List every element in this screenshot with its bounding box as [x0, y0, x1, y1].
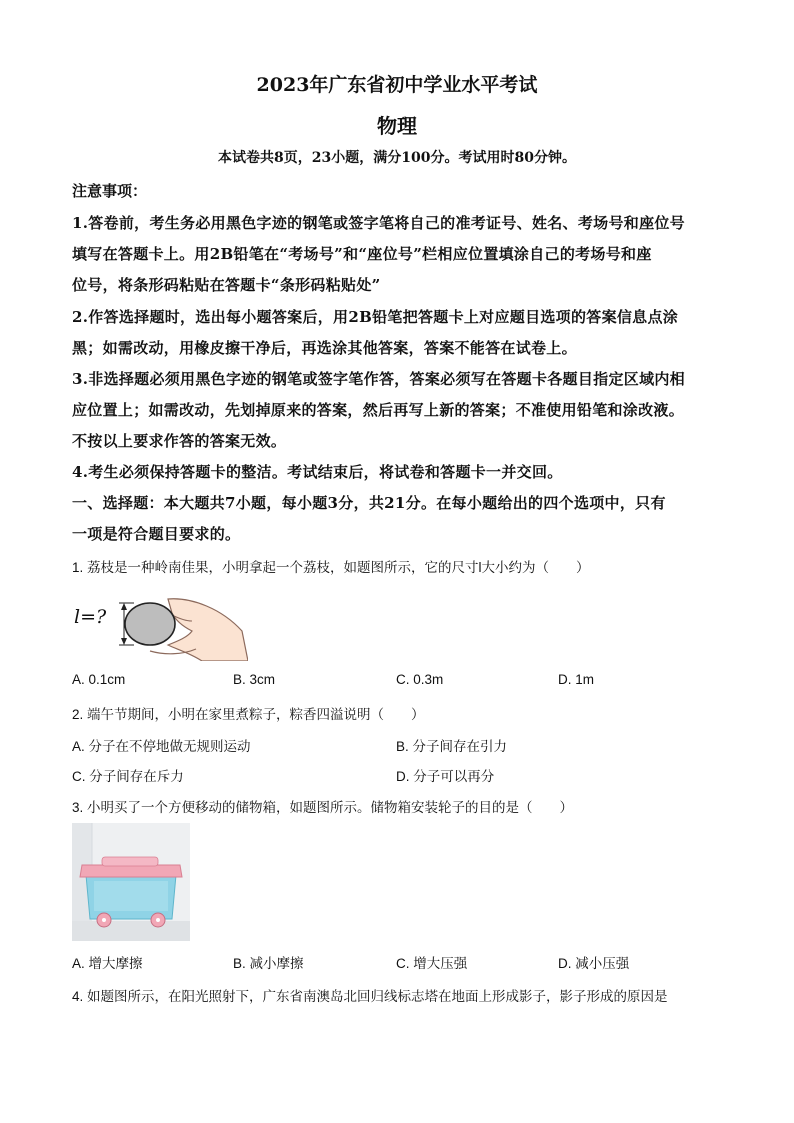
- option-b: B. 减小摩擦: [233, 956, 304, 971]
- option-a: A. 增大摩擦: [72, 956, 143, 971]
- notice-heading: 注意事项：: [72, 182, 148, 200]
- notice-line: 3.非选择题必须用黑色字迹的钢笔或签字笔作答，答案必须写在答题卡各题目指定区域内相: [72, 370, 685, 388]
- option-b: B. 3cm: [233, 672, 276, 687]
- question-3-stem: 3. 小明买了一个方便移动的储物箱，如题图所示。储物箱安装轮子的目的是（ ）: [72, 800, 574, 815]
- section-heading: 一项是符合题目要求的。: [72, 525, 241, 543]
- notice-line: 位号，将条形码粘贴在答题卡“条形码粘贴处”: [72, 276, 381, 294]
- notice-line: 应位置上；如需改动，先划掉原来的答案，然后再写上新的答案；不准使用铅笔和涂改液。: [72, 401, 685, 419]
- notice-line: 填写在答题卡上。用2B铅笔在“考场号”和“座位号”栏相应位置填涂自己的考场号和座: [72, 245, 652, 263]
- question-2-stem: 2. 端午节期间，小明在家里煮粽子，粽香四溢说明（ ）: [72, 707, 425, 722]
- question-1-stem: 1. 荔枝是一种岭南佳果，小明拿起一个荔枝，如题图所示，它的尺寸l大小约为（ ）: [72, 560, 590, 575]
- exam-title: 2023年广东省初中学业水平考试: [256, 74, 538, 96]
- notice-line: 2.作答选择题时，选出每小题答案后，用2B铅笔把答题卡上对应题目选项的答案信息点涂: [72, 308, 679, 326]
- storage-box-photo: [72, 823, 190, 941]
- exam-subject: 物理: [377, 114, 417, 138]
- notice-line: 1.答卷前，考生务必用黑色字迹的钢笔或签字笔将自己的准考证号、姓名、考场号和座位号: [72, 214, 685, 232]
- notice-line: 黑；如需改动，用橡皮擦干净后，再选涂其他答案，答案不能答在试卷上。: [72, 339, 577, 357]
- notice-line: 不按以上要求作答的答案无效。: [72, 432, 287, 450]
- figure-label-l: l=?: [74, 606, 107, 628]
- notice-line: 4.考生必须保持答题卡的整洁。考试结束后，将试卷和答题卡一并交回。: [72, 463, 563, 481]
- option-d: D. 1m: [558, 672, 595, 687]
- option-b: B. 分子间存在引力: [396, 739, 508, 754]
- option-c: C. 0.3m: [396, 672, 444, 687]
- option-d: D. 分子可以再分: [396, 769, 495, 784]
- option-d: D. 减小压强: [558, 956, 630, 971]
- section-heading: 一、选择题：本大题共7小题，每小题3分，共21分。在每小题给出的四个选项中，只有: [72, 494, 666, 512]
- option-c: C. 分子间存在斥力: [72, 769, 184, 784]
- option-c: C. 增大压强: [396, 956, 468, 971]
- exam-info: 本试卷共8页，23小题，满分100分。考试用时80分钟。: [218, 150, 576, 166]
- option-a: A. 分子在不停地做无规则运动: [72, 739, 251, 754]
- question-4-stem: 4. 如题图所示，在阳光照射下，广东省南澳岛北回归线标志塔在地面上形成影子，影子形成的原因是: [72, 989, 668, 1004]
- option-a: A. 0.1cm: [72, 672, 126, 687]
